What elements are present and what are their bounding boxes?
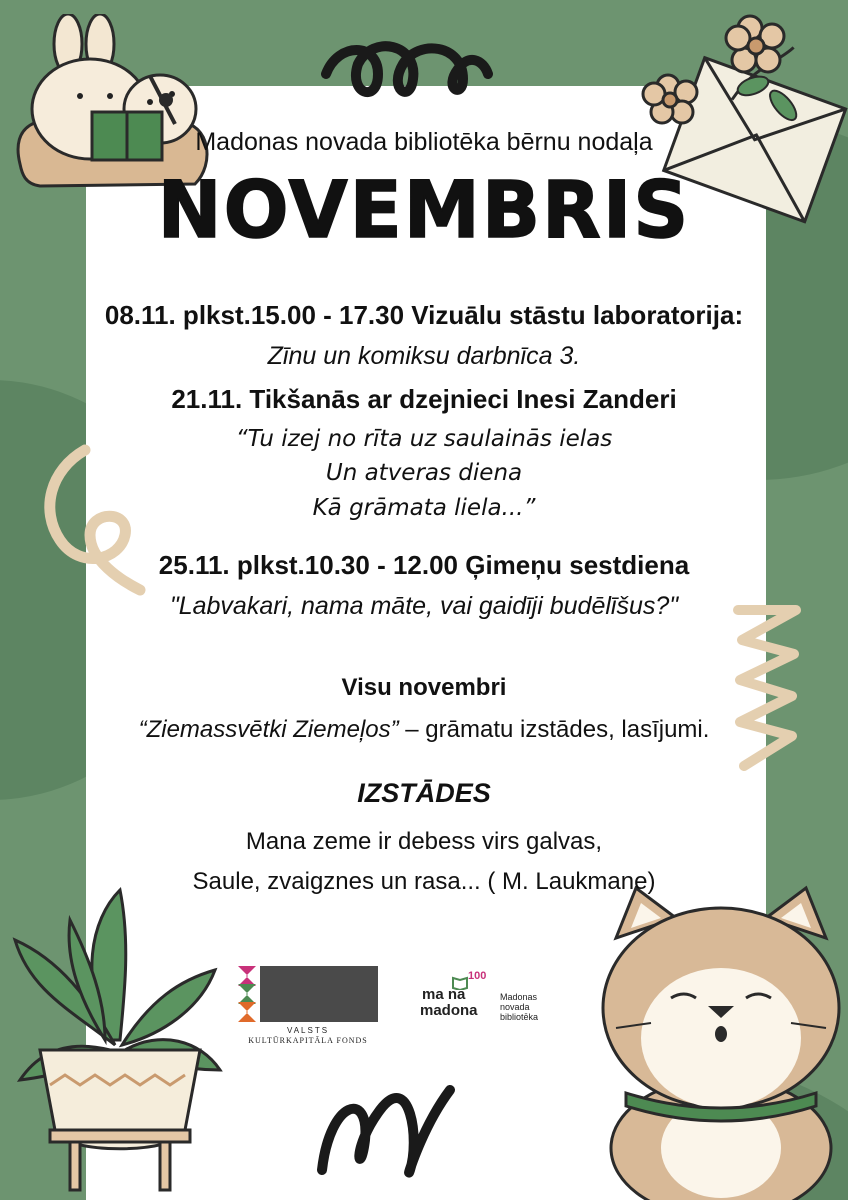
madona-hundred: 100: [468, 970, 487, 982]
event-3-detail: "Labvakari, nama māte, vai gaidīji budēlīšus?": [169, 592, 679, 620]
all-month-rest: – grāmatu izstādes, lasījumi.: [398, 716, 710, 743]
madona-word-2: madona: [420, 1002, 478, 1019]
madona-library-logo: [420, 970, 560, 1020]
vkkf-logo: [238, 966, 378, 1046]
event-2-quote-line-2: Un atveras diena: [325, 460, 523, 486]
all-month-line: [0, 716, 848, 744]
event-2-quote-line-1: “Tu izej no rīta uz saulainās ielas: [235, 426, 613, 452]
library-subtitle: Madonas novada bibliotēka bērnu nodaļa: [195, 128, 653, 156]
potted-plant-icon: [10, 880, 230, 1200]
vkkf-line-1: VALSTS: [286, 1026, 330, 1035]
exhibitions-line-2: Saule, zvaigznes un rasa... ( M. Laukmane): [192, 868, 656, 895]
page-title: NOVEMBRIS: [157, 166, 691, 256]
event-2-heading: 21.11. Tikšanās ar dzejnieci Inesi Zanderi: [171, 384, 677, 414]
madona-lib-2: novada: [500, 1002, 530, 1012]
event-2-quote-line-3: Kā grāmata liela...”: [312, 495, 536, 521]
black-squiggle-icon-bottom: [310, 1060, 470, 1190]
exhibitions-line-1: Mana zeme ir debess virs galvas,: [245, 828, 603, 855]
exhibitions-heading: IZSTĀDES: [357, 778, 491, 808]
vkkf-dark-block: [260, 966, 378, 1022]
event-3-heading: 25.11. plkst.10.30 - 12.00 Ģimeņu sestdiena: [158, 550, 690, 580]
vkkf-line-2: KULTŪRKAPITĀLA FONDS: [248, 1036, 368, 1045]
shiba-dog-icon: [596, 878, 848, 1200]
all-month-heading: Visu novembri: [341, 674, 507, 701]
black-squiggle-icon: [318, 34, 498, 114]
madona-word-1: ma na: [422, 986, 466, 1003]
madona-lib-1: Madonas: [500, 992, 538, 1002]
event-1-detail: Zīnu un komiksu darbnīca 3.: [267, 342, 581, 370]
all-month-title: “Ziemassvētki Ziemeļos”: [138, 716, 399, 743]
event-1-heading: 08.11. plkst.15.00 - 17.30 Vizuālu stāstu laboratorija:: [104, 300, 744, 330]
madona-lib-3: bibliotēka: [500, 1012, 539, 1022]
